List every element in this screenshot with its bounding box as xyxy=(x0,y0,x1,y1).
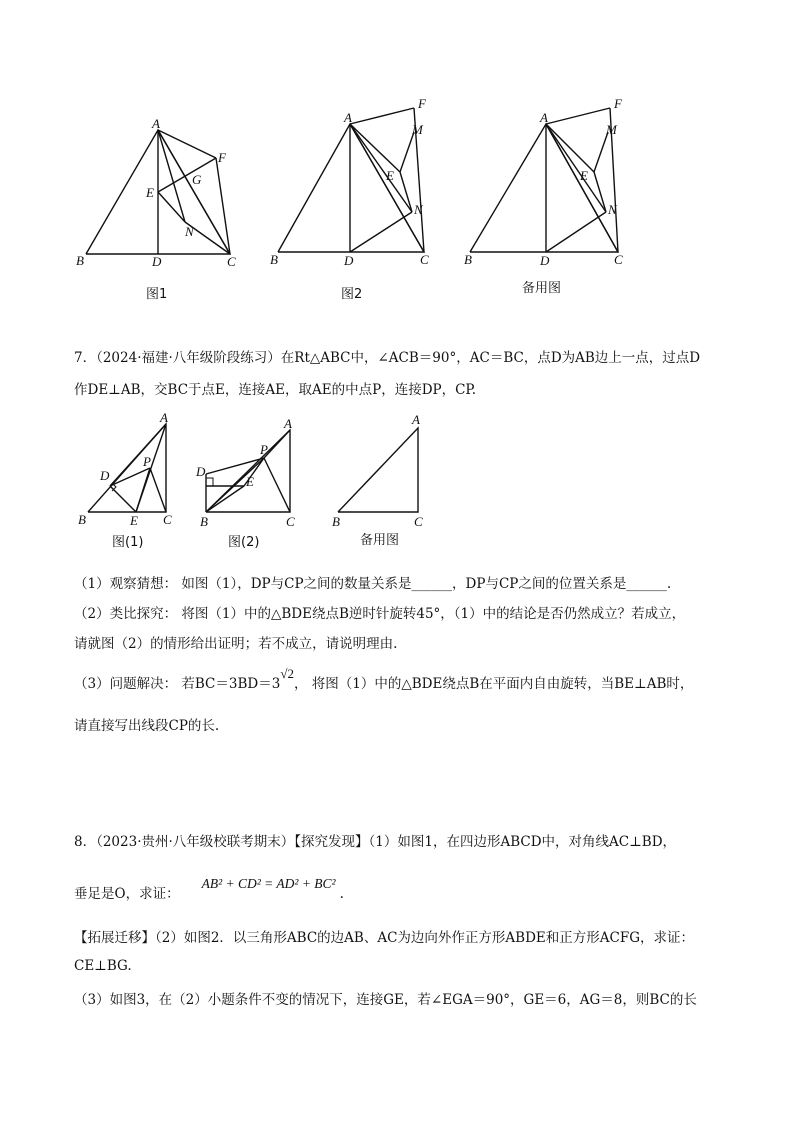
q8-formula: AB² + CD² = AD² + BC² xyxy=(201,876,336,891)
q7-fig2-label-E: E xyxy=(246,474,254,489)
fig3-label-C: C xyxy=(614,252,623,267)
fig1-label-D: D xyxy=(152,254,162,269)
q8-line1: 8．（2023·贵州·八年级校联考期末）【探究发现】（1）如图1，在四边形ABCD中，对角线AC⊥BD， xyxy=(74,834,677,850)
q7-fig1-label-C: C xyxy=(163,512,172,527)
q7-fig3-caption: 备用图 xyxy=(360,533,400,548)
fig2-label-A: A xyxy=(344,110,352,125)
fig3-label-A: A xyxy=(540,110,548,125)
fig1-label-E: E xyxy=(146,185,154,200)
q7-fig3-label-A: A xyxy=(412,412,420,427)
q7-fig2-label-B: B xyxy=(200,514,208,529)
fig1-caption: 图1 xyxy=(146,287,168,302)
q7-part2b: 请就图（2）的情形给出证明；若不成立，请说明理由. xyxy=(74,636,398,652)
fig2-label-N: N xyxy=(414,202,423,217)
fig2-label-D: D xyxy=(344,253,354,268)
q8-line2-post: . xyxy=(339,886,344,902)
q7-part2a: （2）类比探究： 将图（1）中的△BDE绕点B逆时针旋转45°，（1）中的结论是否仍然成立？若成立， xyxy=(74,606,686,622)
q7-fig1-label-B: B xyxy=(78,512,86,527)
fig1-label-C: C xyxy=(227,254,236,269)
fig1-label-N: N xyxy=(185,224,194,239)
q8-line5: （3）如图3，在（2）小题条件不变的情况下，连接GE，若∠EGA＝90°，GE＝6，AG＝8，则BC的长 xyxy=(74,992,697,1008)
q7-fig1-caption: 图(1) xyxy=(112,535,144,550)
q7-part3a-pre: （3）问题解决： 若BC＝3BD＝3 xyxy=(74,676,281,692)
q7-part3a-post: ， 将图（1）中的△BDE绕点B在平面内自由旋转，当BE⊥AB时， xyxy=(293,676,694,692)
q7-fig2-label-D: D xyxy=(196,464,206,479)
fig2-label-B: B xyxy=(270,252,278,267)
fig1-label-G: G xyxy=(192,172,202,187)
fig3-label-N: N xyxy=(608,202,617,217)
q7-fig2-label-A: A xyxy=(284,416,292,431)
fig3-label-E: E xyxy=(580,168,588,183)
q8-line2 xyxy=(74,876,344,904)
q7-part3b: 请直接写出线段CP的长. xyxy=(74,718,220,734)
fig2-label-E: E xyxy=(386,168,394,183)
figure-top-1 xyxy=(0,0,800,320)
q7-sqrt2: √2 xyxy=(280,666,294,681)
q7-fig1-label-P: P xyxy=(143,454,151,469)
q7-fig1-label-A: A xyxy=(160,410,168,425)
q7-fig1-label-E: E xyxy=(130,513,138,528)
fig3-label-F: F xyxy=(614,96,622,111)
fig2-caption: 图2 xyxy=(341,287,363,302)
q7-line2: 作DE⊥AB，交BC于点E，连接AE，取AE的中点P，连接DP，CP. xyxy=(74,382,477,398)
q7-fig3-label-C: C xyxy=(414,514,423,529)
q7-fig1-label-D: D xyxy=(100,468,110,483)
q8-line2-pre: 垂足是O，求证： xyxy=(74,886,180,902)
q7-part3a xyxy=(74,666,694,694)
figure-q7 xyxy=(0,400,800,560)
q7-fig2-label-P: P xyxy=(260,442,268,457)
q7-fig3-label-B: B xyxy=(332,514,340,529)
fig1-label-A: A xyxy=(152,116,160,131)
fig3-label-D: D xyxy=(540,253,550,268)
fig3-caption: 备用图 xyxy=(522,281,562,296)
q7-part1: （1）观察猜想： 如图（1），DP与CP之间的数量关系是______，DP与CP之间的位置关系是______. xyxy=(74,576,672,592)
q7-fig2-caption: 图(2) xyxy=(228,535,260,550)
q8-line4: CE⊥BG. xyxy=(74,958,132,974)
q8-line3: 【拓展迁移】（2）如图2．以三角形ABC的边AB、AC为边向外作正方形ABDE和正方形ACFG，求证： xyxy=(74,930,695,946)
fig2-label-M: M xyxy=(412,122,423,137)
fig2-label-C: C xyxy=(420,252,429,267)
fig1-label-B: B xyxy=(76,253,84,268)
fig3-label-B: B xyxy=(464,252,472,267)
q7-fig2-label-C: C xyxy=(286,514,295,529)
fig1-label-F: F xyxy=(218,150,226,165)
fig2-label-F: F xyxy=(418,96,426,111)
q7-line1: 7．（2024·福建·八年级阶段练习）在Rt△ABC中，∠ACB＝90°，AC＝BC，点D为AB边上一点，过点D xyxy=(74,350,701,366)
fig3-label-M: M xyxy=(606,122,617,137)
